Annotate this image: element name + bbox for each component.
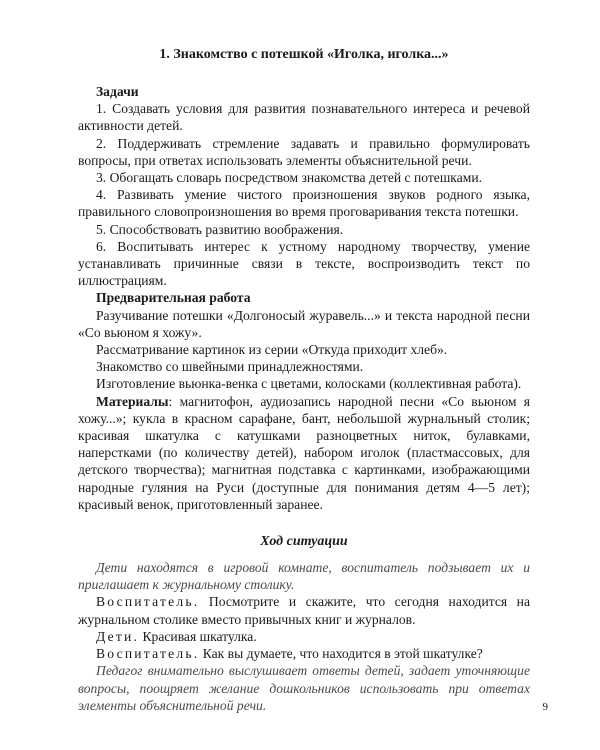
dialogue-line <box>78 628 530 645</box>
speaker-children: Дети. <box>96 628 140 644</box>
dialogue-text: Красивая шкатулка. <box>139 628 257 644</box>
dialogue-text: Посмотрите и скажите, что сегодня находится на журнальном столике вместо привычных книг и журналов. <box>78 594 530 627</box>
speaker-teacher: Воспитатель. <box>96 594 200 610</box>
speaker-teacher: Воспитатель. <box>96 646 200 662</box>
prelim-item: Разучивание потешки «Долгоносый журавель...» и текста народной песни «Со вьюном я хожу». <box>78 307 530 340</box>
task-item: 1. Создавать условия для развития познавательного интереса и речевой активности детей. <box>78 101 530 134</box>
task-item: 3. Обогащать словарь посредством знакомства детей с потешками. <box>96 170 483 186</box>
section-heading: 1. Знакомство с потешкой «Иголка, иголка...» <box>159 47 449 62</box>
materials-label: Материалы <box>96 393 169 409</box>
materials-text: : магнитофон, аудиозапись народной песни «Со вьюном я хожу...»; кукла в красном сарафане, бант, небольшой журнальный столик; красивая шкатулка с катушками разноцветных ниток, булавками, наперстками (по количеству детей), набором иголок (пластмассовых, для детского творчества); магнитная подставка с картинками, изображающими народные гуляния на Руси (доступные для понимания детям 4—5 лет); красивый венок, приготовленный заранее. <box>78 393 530 512</box>
dialogue-text: Как вы думаете, что находится в этой шкатулке? <box>199 646 483 662</box>
dialogue-line <box>78 645 530 662</box>
dialogue-line <box>78 593 530 627</box>
prelim-title: Предварительная работа <box>96 290 251 306</box>
situation-intro: Дети находятся в игровой комнате, воспитатель подзывает их и приглашает к журнальному столику. <box>78 560 530 593</box>
page-content <box>78 46 530 714</box>
tasks-title: Задачи <box>96 84 139 99</box>
materials-paragraph <box>78 393 530 513</box>
task-item: 2. Поддерживать стремление задавать и правильно формулировать вопросы, при ответах использовать элементы объяснительной речи. <box>78 135 530 168</box>
prelim-item: Рассматривание картинок из серии «Откуда приходит хлеб». <box>96 342 448 358</box>
prelim-item: Знакомство со швейными принадлежностями. <box>96 359 364 375</box>
page-number: 9 <box>542 701 548 713</box>
task-item: 6. Воспитывать интерес к устному народному творчеству, умение устанавливать причинные связи в тексте, воспроизводить текст по иллюстрациям. <box>78 238 530 289</box>
situation-title: Ход ситуации <box>260 534 348 550</box>
situation-note: Педагог внимательно выслушивает ответы детей, задает уточняющие вопросы, поощряет желание дошкольников использовать при ответах элементы объяснительной речи. <box>78 663 530 713</box>
task-item: 5. Способствовать развитию воображения. <box>96 221 344 237</box>
task-item: 4. Развивать умение чистого произношения звуков родного языка, правильного словопроизношения во время проговаривания текста потешки. <box>78 187 530 220</box>
prelim-item: Изготовление вьюнка-венка с цветами, колосками (коллективная работа). <box>96 376 522 392</box>
